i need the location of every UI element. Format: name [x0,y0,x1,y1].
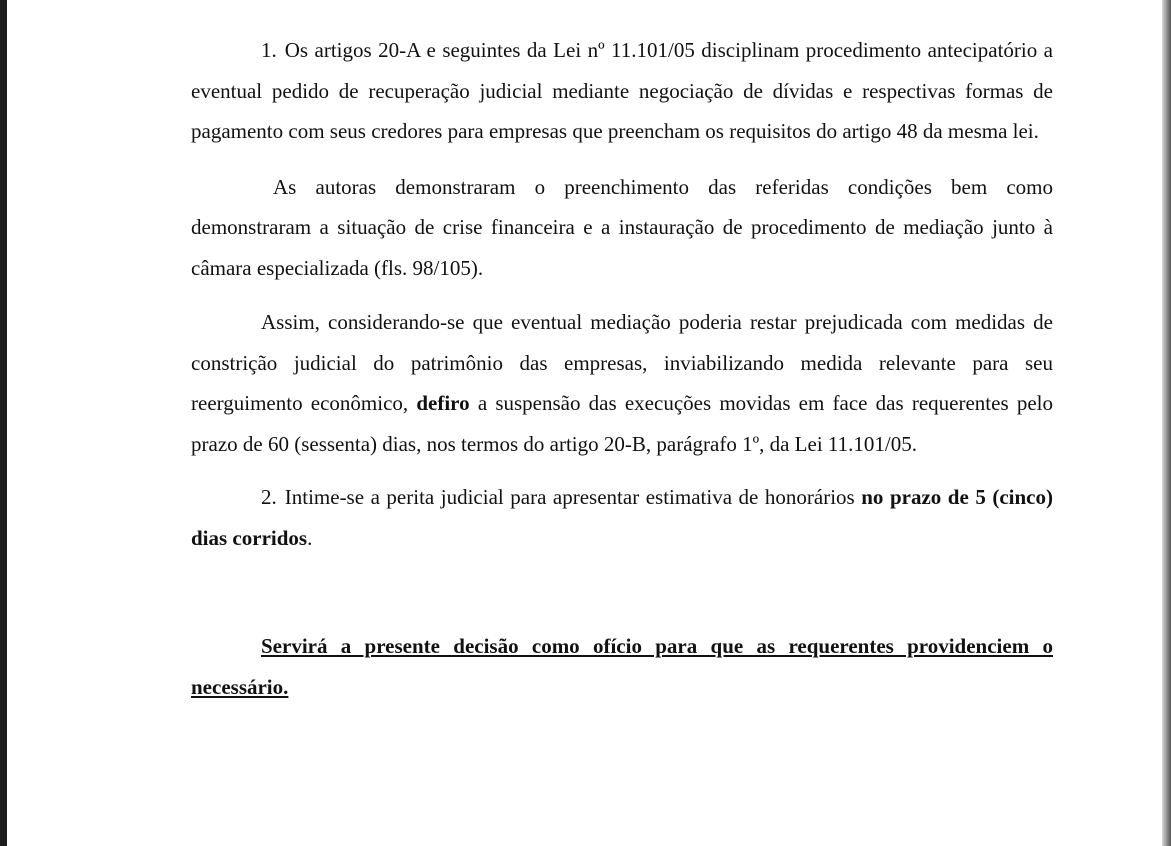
closing-statement [191,626,1053,707]
paragraph-4-bold: no prazo de 5 (cinco) dias corridos [191,485,1053,550]
paragraph-3-bold: defiro [416,391,470,415]
left-border [0,0,7,846]
item-number-2: 2. [261,485,277,509]
item-number-1: 1. [261,38,277,62]
right-border [1162,0,1171,846]
paragraph-1 [191,30,1053,152]
closing-statement-text: Servirá a presente decisão como ofício para que as requerentes providenciem o necessário. [191,634,1053,699]
paragraph-2 [191,167,1053,289]
paragraph-4-text-start: Intime-se a perita judicial para apresentar estimativa de honorários [284,485,862,509]
paragraph-3 [191,302,1053,464]
document-page [191,30,1053,707]
paragraph-1-text: Os artigos 20-A e seguintes da Lei nº 11.101/05 disciplinam procedimento antecipatório a eventual pedido de recuperação judicial mediante negociação de dívidas e respectivas formas de pagamento com seus credores para empresas que preencham os requisitos do artigo 48 da mesma lei. [191,38,1053,143]
paragraph-3-text-start: Assim, considerando-se que eventual mediação poderia restar prejudicada com medidas de constrição judicial do patrimônio das empresas, inviabilizando medida relevante para seu reerguimento econômico, [191,310,1053,415]
paragraph-2-text: As autoras demonstraram o preenchimento das referidas condições bem como demonstraram a situação de crise financeira e a instauração de procedimento de mediação junto à câmara especializada (fls. 98/105). [191,174,1053,280]
paragraph-3-text-end: a suspensão das execuções movidas em face das requerentes pelo prazo de 60 (sessenta) dias, nos termos do artigo 20-B, parágrafo 1º, da Lei 11.101/05. [191,391,1053,456]
paragraph-4 [191,477,1053,558]
paragraph-4-text-end: . [307,525,313,550]
